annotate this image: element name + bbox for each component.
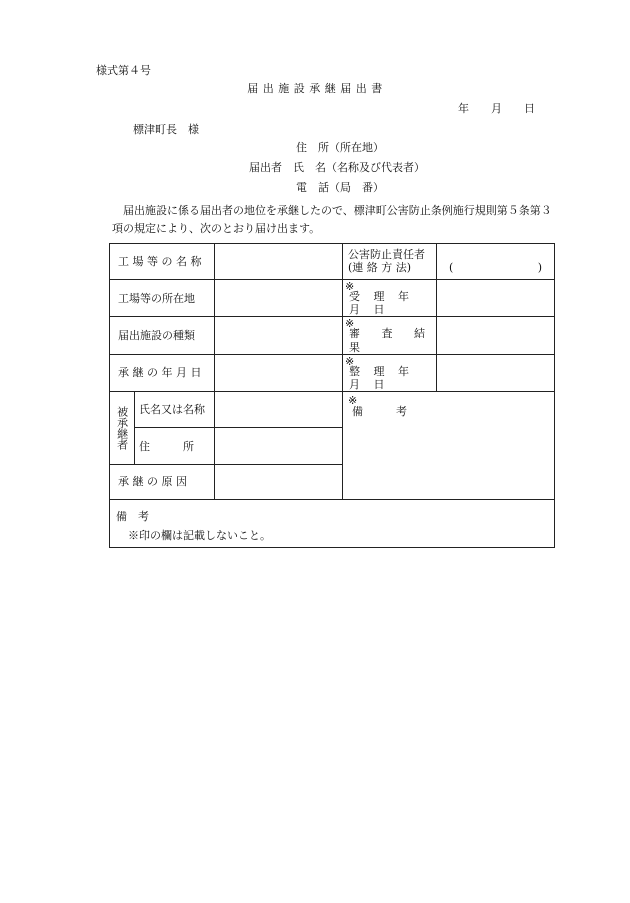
predecessor-name-label: 氏名又は名称 — [135, 392, 215, 428]
paren-close: ) — [537, 260, 543, 274]
manager-contact-parens — [437, 261, 554, 274]
form-number: 様式第４号 — [96, 64, 151, 77]
date-line: 年 月 日 — [458, 102, 535, 115]
succession-reason-field[interactable] — [215, 464, 343, 499]
factory-name-label: 工 場 等 の 名 称 — [110, 244, 215, 280]
applicant-phone-label: 電 話（局 番） — [296, 181, 384, 194]
manager-label — [343, 244, 437, 280]
table-row — [110, 280, 555, 317]
addressee: 標津町長 様 — [133, 123, 199, 136]
predecessor-address-field[interactable] — [215, 428, 343, 464]
office-use-mark: ※ — [345, 354, 355, 368]
succession-date-label: 承 継 の 年 月 日 — [110, 354, 215, 391]
succession-reason-label: 承 継 の 原 因 — [110, 464, 215, 499]
manager-label-line2: (連 絡 方 法) — [348, 260, 412, 274]
predecessor-name-field[interactable] — [215, 392, 343, 428]
received-date-field[interactable] — [437, 280, 555, 317]
table-row — [110, 244, 555, 280]
ledger-date-field[interactable] — [437, 354, 555, 391]
inspection-result-field[interactable] — [437, 317, 555, 354]
inspection-result-text: 審 査 結 果 — [349, 327, 435, 354]
manager-contact-field[interactable] — [437, 244, 555, 280]
factory-location-field[interactable] — [215, 280, 343, 317]
ledger-date-label — [343, 354, 437, 391]
remarks-title: 備 考 — [116, 510, 149, 524]
table-row — [110, 392, 555, 428]
office-notes-cell — [343, 392, 555, 500]
predecessor-group-text: 被承継者 — [115, 405, 129, 450]
office-use-mark: ※ — [348, 394, 358, 408]
inspection-result-label — [343, 317, 437, 354]
factory-location-label: 工場等の所在地 — [110, 280, 215, 317]
remarks-note: ※印の欄は記載しないこと。 — [128, 529, 271, 543]
received-date-label — [343, 280, 437, 317]
manager-label-line1: 公害防止責任者 — [348, 247, 426, 261]
applicant-address-label: 住 所（所在地） — [296, 141, 384, 154]
ledger-date-text: 整 理 年 月 日 — [349, 364, 415, 391]
applicant-name-label: 届出者 氏 名（名称及び代表者） — [249, 161, 425, 174]
table-row — [110, 500, 555, 548]
table-row — [110, 317, 555, 354]
paren-open: ( — [449, 260, 454, 274]
table-row — [110, 354, 555, 391]
succession-date-field[interactable] — [215, 354, 343, 391]
body-text-content: 届出施設に係る届出者の地位を承継したので、標津町公害防止条例施行規則第５条第３項の規定により、次のとおり届け出ます。 — [112, 204, 552, 235]
facility-type-label: 届出施設の種類 — [110, 317, 215, 354]
factory-name-field[interactable] — [215, 244, 343, 280]
office-use-mark: ※ — [345, 280, 355, 293]
succession-form-table — [109, 243, 555, 548]
office-notes-label: 備 考 — [352, 405, 408, 419]
body-text — [112, 202, 552, 238]
office-use-mark: ※ — [345, 317, 355, 331]
predecessor-group-label — [110, 392, 135, 465]
predecessor-address-label: 住 所 — [135, 428, 215, 464]
facility-type-field[interactable] — [215, 317, 343, 354]
remarks-cell — [110, 500, 555, 548]
received-date-text: 受 理 年 月 日 — [349, 290, 415, 317]
document-title: 届 出 施 設 承 継 届 出 書 — [247, 82, 383, 95]
